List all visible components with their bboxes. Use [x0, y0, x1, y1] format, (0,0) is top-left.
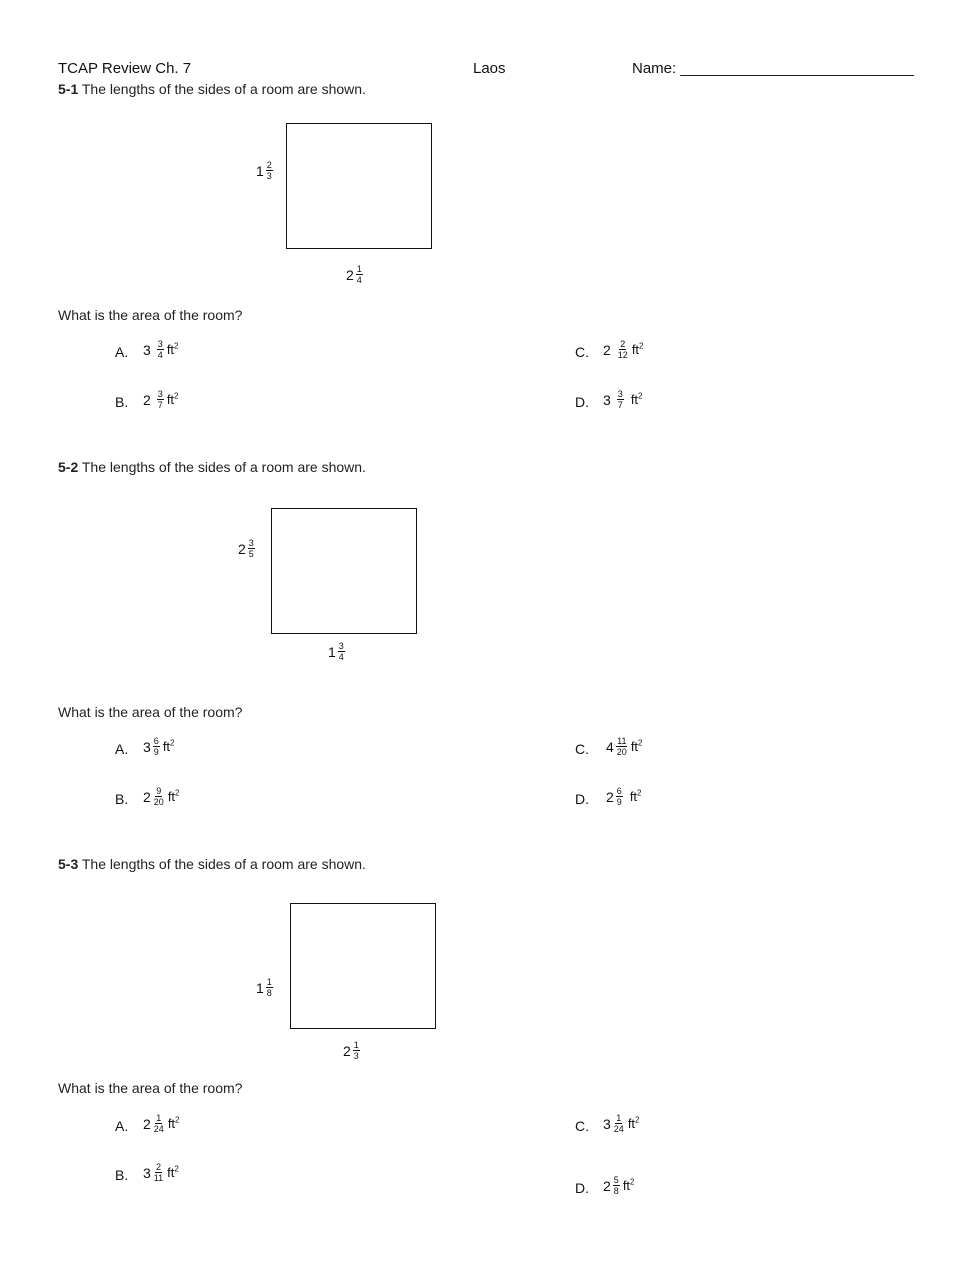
- student-name-field[interactable]: Name: ____________________________: [632, 60, 914, 77]
- option-letter-a[interactable]: A.: [115, 1118, 129, 1134]
- option-letter-c[interactable]: C.: [575, 1118, 589, 1134]
- question-prompt: [58, 81, 366, 97]
- option-letter-b[interactable]: B.: [115, 1167, 129, 1183]
- teacher-name: Laos: [473, 60, 506, 77]
- option-c-answer[interactable]: 3 $\frac{1}{24}$ $ft^2$: [603, 1113, 640, 1134]
- option-c-answer[interactable]: 4 $\frac{11}{20}$ $ft^2$: [606, 736, 643, 757]
- option-letter-a[interactable]: A.: [115, 741, 129, 757]
- option-letter-d[interactable]: D.: [575, 791, 589, 807]
- question-prompt: [58, 856, 366, 872]
- option-letter-c[interactable]: C.: [575, 741, 589, 757]
- side-length-vertical: 1 $\frac{1}{8}$: [256, 977, 272, 998]
- room-rectangle: [290, 903, 436, 1029]
- option-d-answer[interactable]: 2 $\frac{5}{8}$ $ft^2$: [603, 1175, 635, 1196]
- option-letter-d[interactable]: D.: [575, 1180, 589, 1196]
- question-text: What is the area of the room?: [58, 1080, 243, 1096]
- room-rectangle: [271, 508, 417, 634]
- question-text: What is the area of the room?: [58, 704, 243, 720]
- option-a-answer[interactable]: 2 $\frac{1}{24}$ $ft^2$: [143, 1113, 180, 1134]
- question-prompt-text: The lengths of the sides of a room are shown.: [81, 81, 366, 97]
- fraction: $\frac{3}{4}$: [338, 641, 344, 662]
- question-prompt-text: The lengths of the sides of a room are shown.: [81, 856, 366, 872]
- fraction: $\frac{2}{3}$: [266, 160, 272, 181]
- option-a-answer[interactable]: 3 $\frac{3}{4}$ $ft^2$: [143, 339, 179, 360]
- option-letter-a[interactable]: A.: [115, 344, 129, 360]
- question-prompt: [58, 459, 366, 475]
- option-letter-c[interactable]: C.: [575, 344, 589, 360]
- option-letter-b[interactable]: B.: [115, 791, 129, 807]
- option-a-answer[interactable]: 3 $\frac{6}{9}$ $ft^2$: [143, 736, 175, 757]
- room-rectangle: [286, 123, 432, 249]
- page-title: TCAP Review Ch. 7: [58, 60, 192, 77]
- fraction: $\frac{1}{8}$: [266, 977, 272, 998]
- fraction: $\frac{1}{3}$: [353, 1040, 359, 1061]
- option-d-answer[interactable]: 2 $\frac{6}{9}$ $ft^2$: [606, 786, 642, 807]
- question-number: 5-1: [58, 81, 79, 97]
- option-b-answer[interactable]: 2 $\frac{3}{7}$ $ft^2$: [143, 389, 179, 410]
- option-d-answer[interactable]: 3 $\frac{3}{7}$ $ft^2$: [603, 389, 643, 410]
- fraction: $\frac{3}{5}$: [248, 538, 254, 559]
- option-b-answer[interactable]: 2 $\frac{9}{20}$ $ft^2$: [143, 786, 180, 807]
- question-text: What is the area of the room?: [58, 307, 243, 323]
- question-number: 5-3: [58, 856, 79, 872]
- side-length-vertical: 1 $\frac{2}{3}$: [256, 160, 272, 181]
- side-length-horizontal: 2 $\frac{1}{4}$: [346, 264, 362, 285]
- question-number: 5-2: [58, 459, 79, 475]
- option-c-answer[interactable]: 2 $\frac{2}{12}$ $ft^2$: [603, 339, 644, 360]
- option-b-answer[interactable]: 3 $\frac{2}{11}$ $ft^2$: [143, 1162, 179, 1183]
- option-letter-d[interactable]: D.: [575, 394, 589, 410]
- side-length-vertical: 2 $\frac{3}{5}$: [238, 538, 254, 559]
- side-length-horizontal: 2 $\frac{1}{3}$: [343, 1040, 359, 1061]
- question-prompt-text: The lengths of the sides of a room are shown.: [81, 459, 366, 475]
- side-length-horizontal: 1 $\frac{3}{4}$: [328, 641, 344, 662]
- fraction: $\frac{1}{4}$: [356, 264, 362, 285]
- option-letter-b[interactable]: B.: [115, 394, 129, 410]
